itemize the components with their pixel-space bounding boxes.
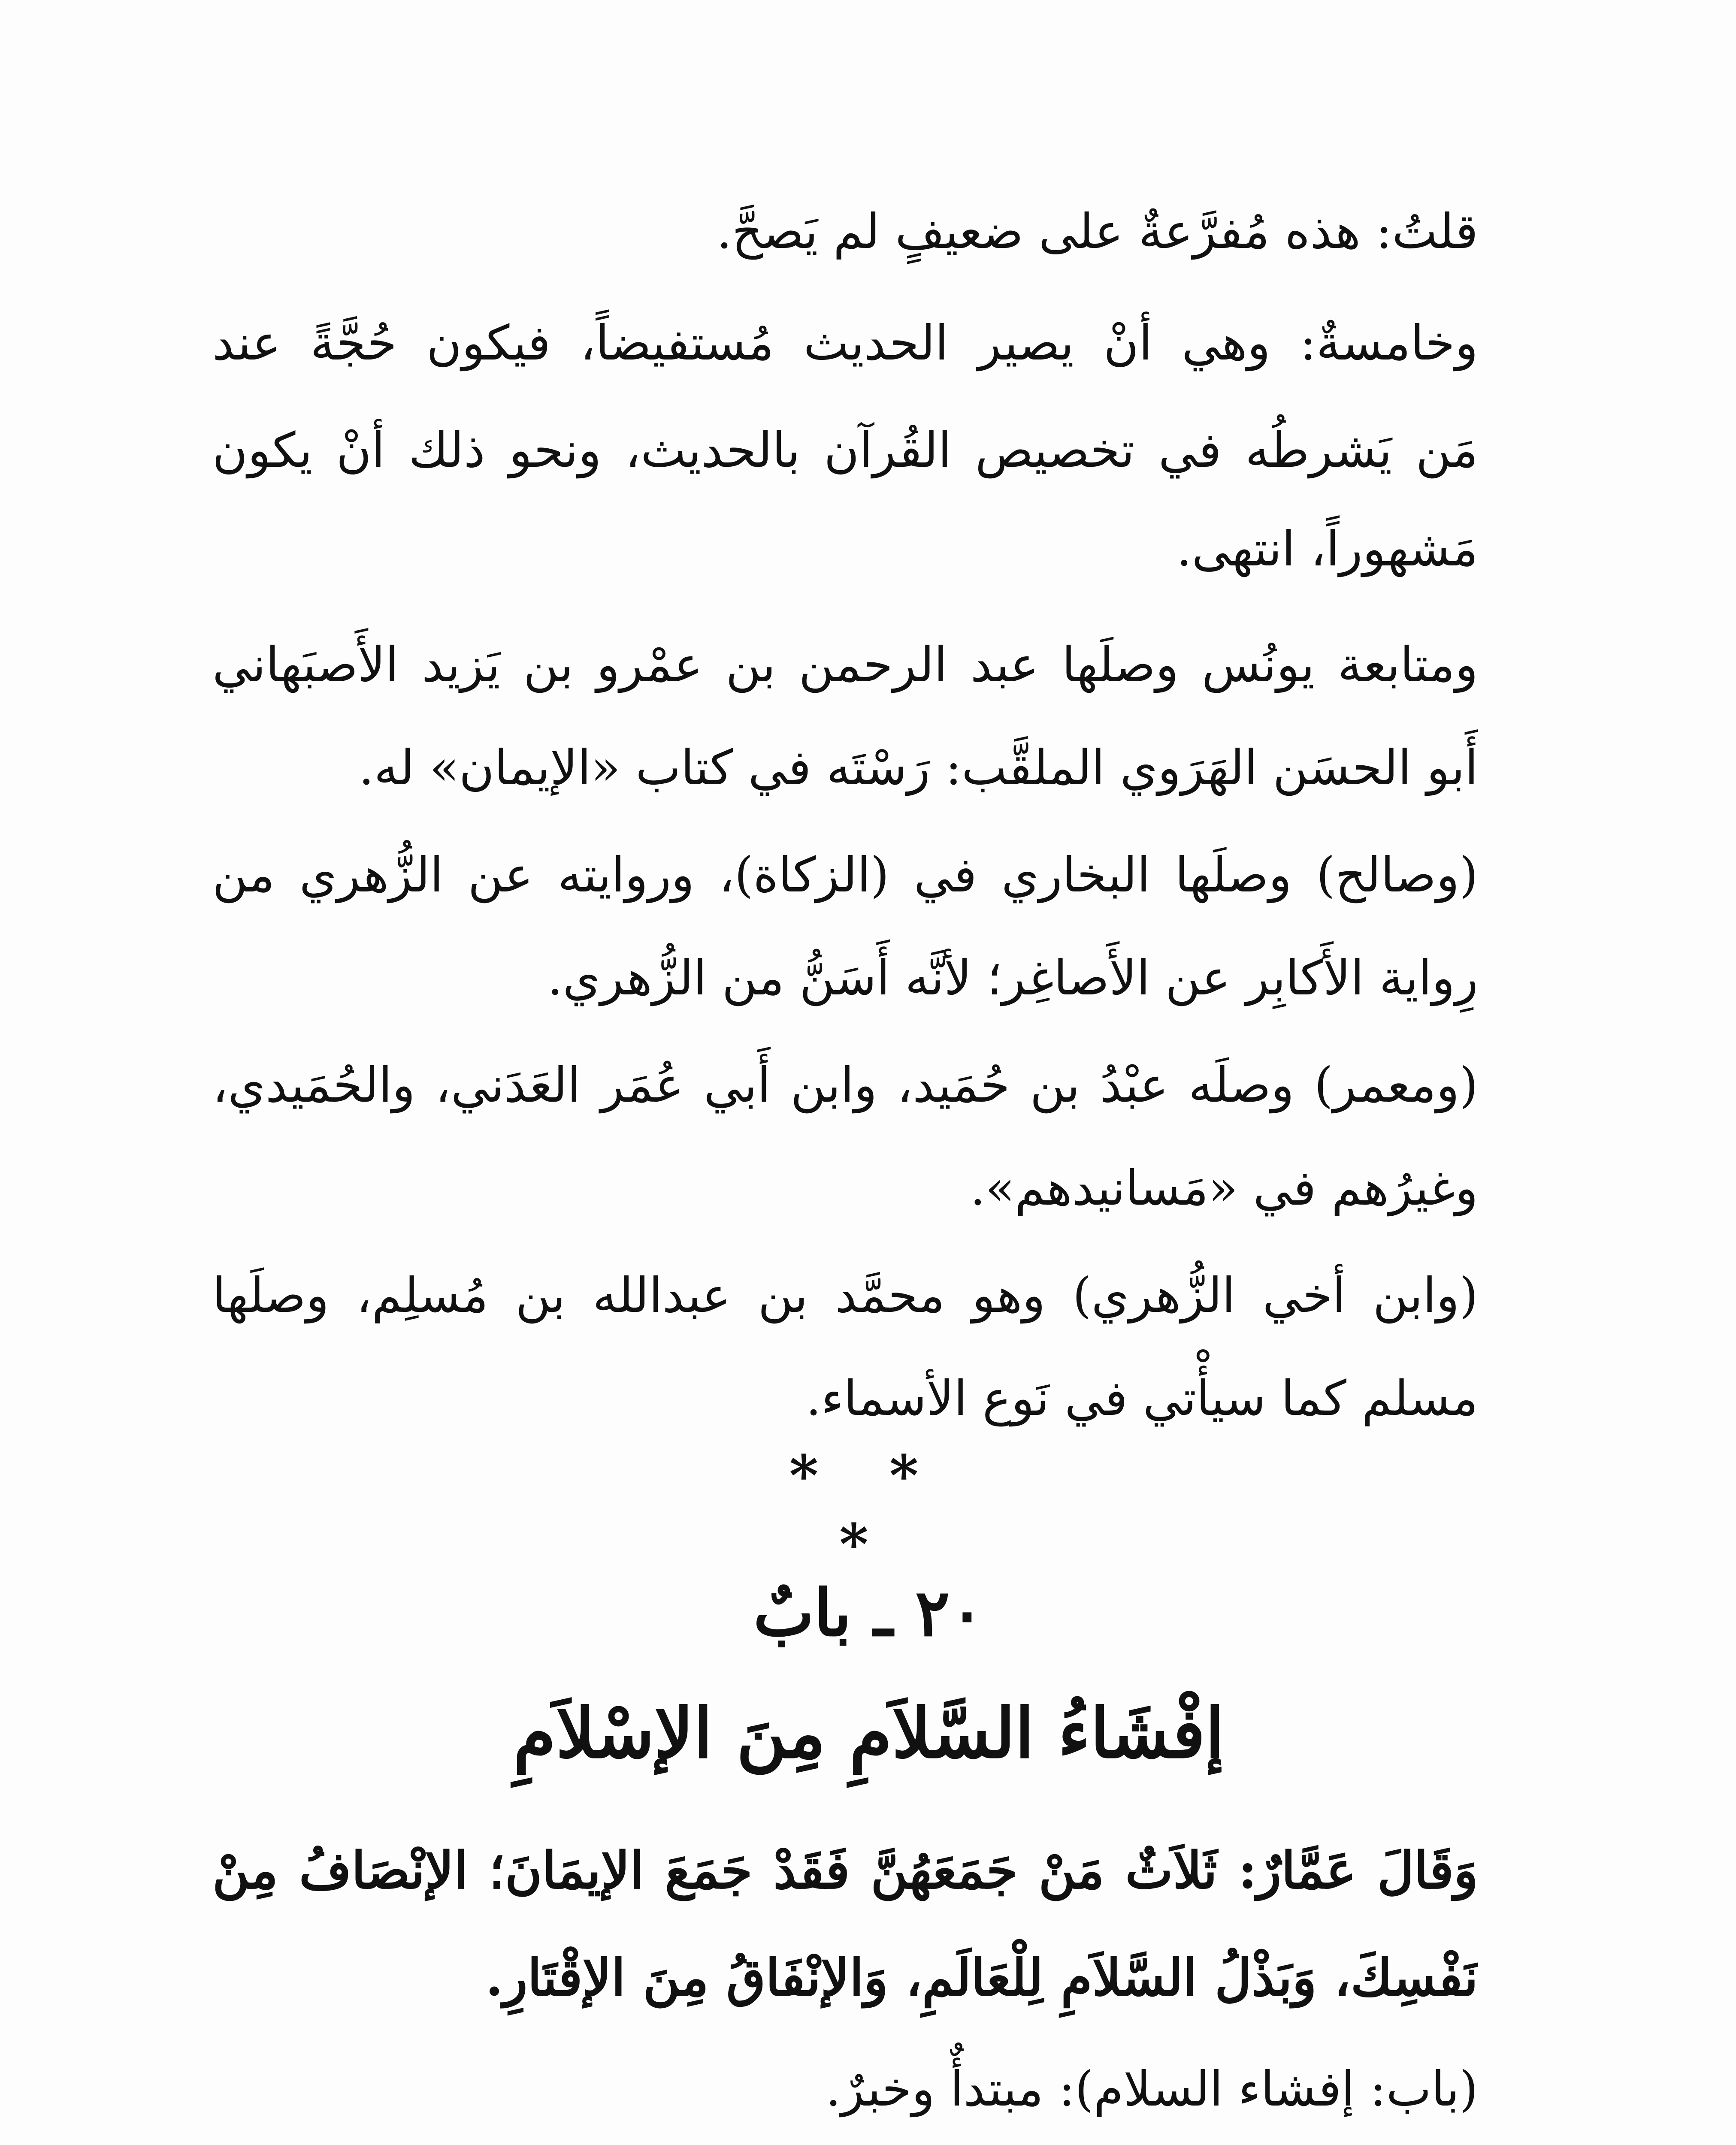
chapter-title: إفْشَاءُ السَّلاَمِ مِنَ الإسْلاَمِ (513, 1693, 1225, 1773)
paragraph-line: (وصالح) وصلَها البخاري في (الزكاة)، وروايته عن الزُّهري من (212, 847, 1478, 903)
paragraph-line: وغيرُهم في «مَسانيدهم». (970, 1160, 1478, 1216)
section-separator: * * * (789, 1443, 944, 1577)
paragraph-line: (ومعمر) وصلَه عبْدُ بن حُمَيد، وابن أَبي عُمَر العَدَني، والحُمَيدي، (212, 1057, 1478, 1113)
hadith-line: نَفْسِكَ، وَبَذْلُ السَّلاَمِ لِلْعَالَمِ، وَالإنْفَاقُ مِنَ الإقْتَارِ. (485, 1948, 1478, 2007)
paragraph-line: مسلم كما سيأْتي في نَوع الأسماء. (806, 1371, 1478, 1426)
commentary-line: (باب: إفشاء السلام): مبتدأٌ وخبرٌ. (826, 2061, 1478, 2117)
paragraph-line: ومتابعة يونُس وصلَها عبد الرحمن بن عمْرو بن يَزيد الأَصبَهاني (212, 637, 1478, 693)
chapter-number: ٢٠ ـ بابٌ (753, 1575, 985, 1651)
paragraph-line: رِواية الأَكابِر عن الأَصاغِر؛ لأنَّه أَسَنُّ من الزُّهري. (547, 950, 1478, 1006)
paragraph-line: (وابن أخي الزُّهري) وهو محمَّد بن عبدالله بن مُسلِم، وصلَها (212, 1268, 1478, 1323)
hadith-line: وَقَالَ عَمَّارٌ: ثَلاَثٌ مَنْ جَمَعَهُنَّ فَقَدْ جَمَعَ الإيمَانَ؛ الإنْصَافُ مِنْ (212, 1840, 1478, 1900)
paragraph-line: قلتُ: هذه مُفرَّعةٌ على ضعيفٍ لم يَصحَّ. (717, 204, 1478, 260)
paragraph-line: مَن يَشرطُه في تخصيص القُرآن بالحديث، ونحو ذلك أنْ يكون (212, 423, 1478, 478)
paragraph-line: وخامسةٌ: وهي أنْ يصير الحديث مُستفيضاً، فيكون حُجَّةً عند (212, 315, 1478, 371)
paragraph-line: أَبو الحسَن الهَرَوي الملقَّب: رَسْتَه في كتاب «الإيمان» له. (359, 740, 1478, 796)
paragraph-line: مَشهوراً، انتهى. (1176, 521, 1478, 577)
